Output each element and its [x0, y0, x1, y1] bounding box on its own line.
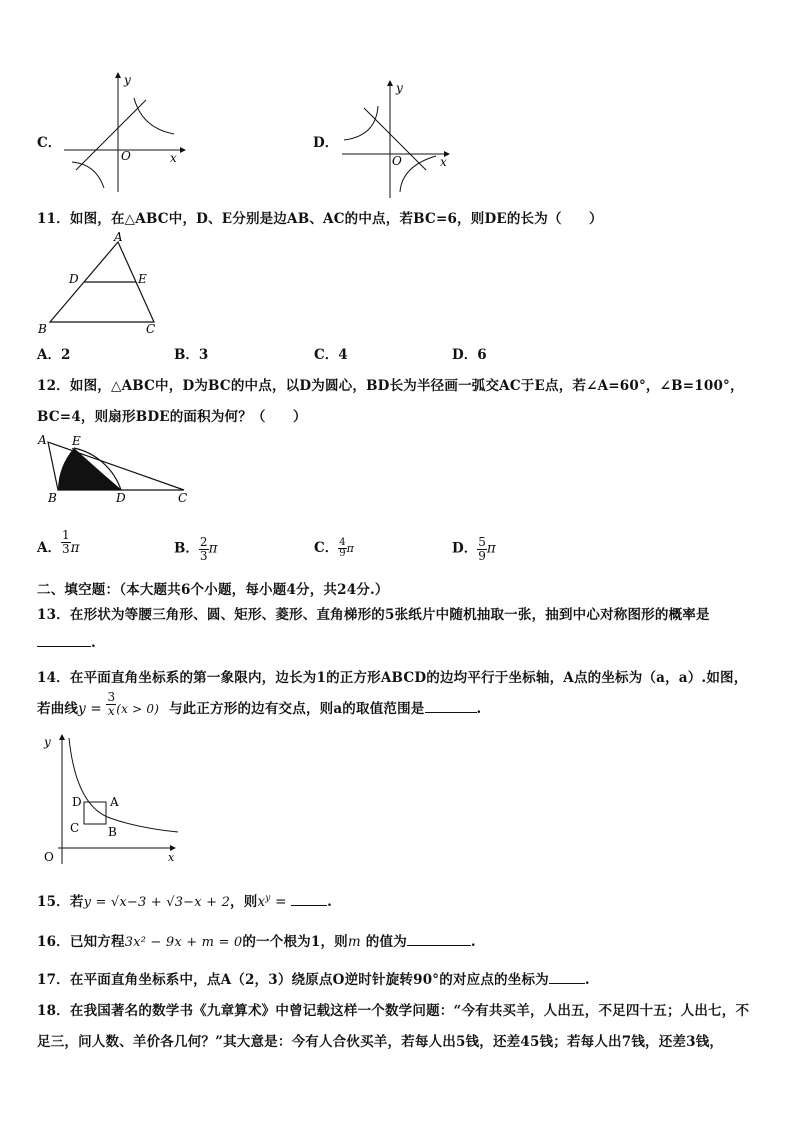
q12-option-b: B． $\frac{2}{3}$ π: [174, 535, 218, 563]
q11-label-c: C: [146, 322, 156, 336]
q18-line2: 足三，问人数、羊价各几何？”其大意是：今有人合伙买羊，若每人出5钱，还差45钱；若每人出7钱，还差3钱，: [37, 1034, 724, 1050]
q16-equation: 3x² − 9x + m = 0: [124, 935, 243, 950]
q15-answer-blank[interactable]: [291, 893, 327, 906]
q17: 17．在平面直角坐标系中，点A（2，3）绕原点O逆时针旋转90°的对应点的坐标为 .: [37, 972, 590, 988]
q10c-axis-x: x: [170, 151, 177, 165]
q15-formula: y = √x−3 + √3−x + 2: [83, 895, 231, 910]
q14-line2: 若曲线y = $\frac{3}{x}$ (x > 0) 与此正方形的边有交点，则a的取值范围是 .: [37, 690, 482, 718]
q16: 16．已知方程3x² − 9x + m = 0的一个根为1，则m 的值为 .: [37, 934, 476, 950]
q10-option-d-graph: [336, 80, 452, 200]
q14-axis-x: x: [168, 851, 175, 864]
q12-label-c: C: [178, 491, 188, 505]
q12-option-c: C． $\frac{4}{9}$ π: [314, 536, 354, 559]
q10d-axis-x: x: [440, 155, 447, 169]
q11-option-a: A．2: [37, 347, 71, 363]
q12-option-d: D． $\frac{5}{9}$ π: [452, 535, 496, 563]
q15: 15．若y = √x−3 + √3−x + 2，则$x^y$ = .: [37, 893, 332, 910]
q11-option-c: C．4: [314, 347, 348, 363]
q11-label-b: B: [38, 322, 47, 336]
q12-stem-line2: BC=4，则扇形BDE的面积为何？（ ）: [37, 409, 307, 425]
q10c-axis-y: y: [124, 73, 131, 87]
q13-answer-blank[interactable]: [37, 634, 91, 647]
q11-label-d: D: [69, 272, 79, 286]
q14-label-d: D: [72, 795, 82, 809]
q16-answer-blank[interactable]: [407, 933, 471, 946]
q11-label-e: E: [138, 272, 147, 286]
q13-line1: 13．在形状为等腰三角形、圆、矩形、菱形、直角梯形的5张纸片中随机抽取一张，抽到中心对称图形的概率是: [37, 607, 710, 623]
q10-option-d-label: D．: [313, 135, 339, 151]
q10d-origin: O: [392, 154, 402, 168]
q12-stem-line1: 12．如图，△ABC中，D为BC的中点，以D为圆心，BD长为半径画一弧交AC于E点，若∠A=60°，∠B=100°，: [37, 378, 744, 394]
section-heading-fill-in: 二、填空题：（本大题共6个小题，每小题4分，共24分.）: [37, 582, 389, 598]
q10-option-c-graph: [62, 72, 187, 194]
q14-origin: O: [44, 850, 54, 864]
q12-label-d: D: [116, 491, 126, 505]
q11-stem: 11．如图，在△ABC中，D、E分别是边AB、AC的中点，若BC=6，则DE的长为（ ）: [37, 211, 603, 227]
q11-option-b: B．3: [174, 347, 209, 363]
q12-sector-figure: [34, 430, 194, 506]
q11-label-a: A: [114, 230, 123, 244]
q14-label-c: C: [70, 821, 80, 835]
q14-answer-blank[interactable]: [425, 700, 477, 713]
q18-line1: 18．在我国著名的数学书《九章算术》中曾记载这样一个数学问题：“今有共买羊，人出五，不足四十五；人出七，不: [37, 1003, 750, 1019]
q14-label-b: B: [108, 825, 117, 839]
q10c-origin: O: [121, 149, 131, 163]
q14-axis-y: y: [44, 735, 51, 749]
q11-option-d: D．6: [452, 347, 487, 363]
q12-option-a: A． $\frac{1}{3}$ π: [37, 528, 80, 556]
q11-triangle-figure: [36, 230, 166, 338]
q12-label-a: A: [38, 433, 47, 447]
q10-option-c-label: C．: [37, 135, 62, 151]
q13-line2: .: [37, 634, 96, 651]
q14-hyperbola-figure: [38, 732, 183, 867]
q10d-axis-y: y: [396, 81, 403, 95]
q14-label-a: A: [110, 795, 119, 809]
q14-line1: 14．在平面直角坐标系的第一象限内，边长为1的正方形ABCD的边均平行于坐标轴，A点的坐标为（a，a）.如图，: [37, 670, 748, 686]
q17-answer-blank[interactable]: [549, 971, 585, 984]
q12-label-e: E: [72, 434, 81, 448]
q12-label-b: B: [48, 491, 57, 505]
